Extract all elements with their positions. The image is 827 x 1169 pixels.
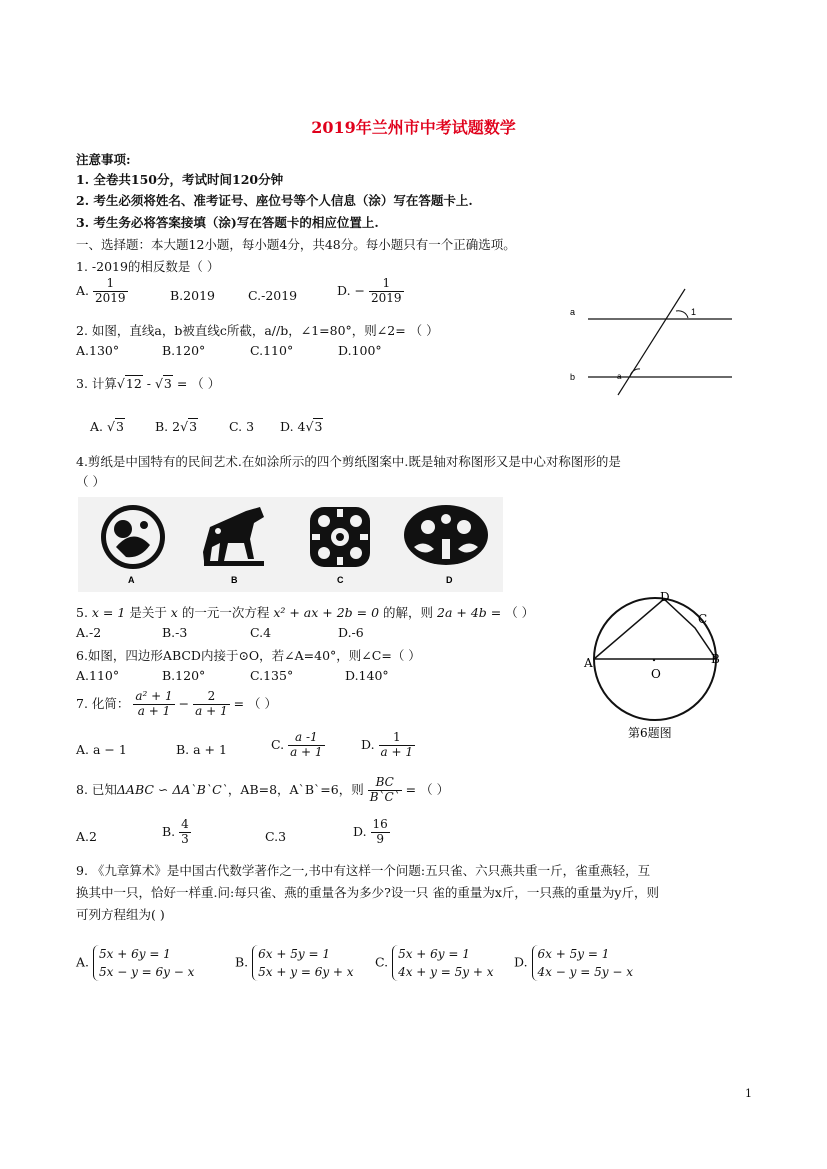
q9-option-b: B. 6x + 5y = 1 5x + y = 6y + x (235, 947, 354, 979)
paper-cut-c-image (310, 507, 370, 567)
page-title: 2019年兰州市中考试题数学 (311, 118, 516, 137)
paper-cut-figures (78, 497, 503, 592)
fraction: $\frac{4}{3}$ (181, 817, 189, 846)
notice-item: 3. 考生务必将答案接填（涂)写在答题卡的相应位置上. (76, 215, 379, 230)
notice-item: 1. 全卷共150分，考试时间120分钟 (76, 172, 284, 187)
angle-1-arc (676, 311, 688, 318)
label-a: a (570, 307, 576, 317)
label-B: B (711, 652, 720, 666)
paper-cut-c-label: C (337, 575, 344, 585)
question-6-stem: 6.如图，四边形ABCD内接于⊙O，若∠A=40°，则∠C=（ ） (76, 648, 421, 663)
circle-figure (578, 583, 728, 748)
q6-option-c: C.135° (250, 668, 294, 683)
q2-option-d: D.100° (338, 343, 382, 358)
fraction: $\frac{1}{2019}$ (95, 276, 126, 305)
fraction: $\frac{a -1}{a + 1}$ (290, 730, 323, 759)
q6-option-b: B.120° (162, 668, 206, 683)
q8-option-b: B. $\frac{4}{3}$ (162, 817, 189, 846)
section-heading: 一、选择题：本大题12小题，每小题4分，共48分。每小题只有一个正确选项。 (76, 237, 516, 252)
q1-option-b: B.2019 (170, 288, 215, 303)
question-9-line: 9. 《九章算术》是中国古代数学著作之一,书中有这样一个问题:五只雀、六只燕共重一斤，雀重燕轻，互 (76, 863, 651, 878)
page-number: 1 (745, 1087, 752, 1100)
fraction: $\frac{BC}{B`C`}$ (369, 775, 400, 804)
q7-option-b: B. a + 1 (176, 742, 227, 757)
center-point (653, 659, 655, 661)
q6-option-d: D.140° (345, 668, 389, 683)
equation-system: 6x + 5y = 1 5x + y = 6y + x (252, 945, 353, 981)
q9-option-a: A. 5x + 6y = 1 5x − y = 6y − x (76, 947, 195, 979)
q5-option-c: C.4 (250, 625, 272, 640)
q8-option-c: C.3 (265, 829, 287, 844)
q3-option-b: B. 2√3 (155, 419, 198, 434)
question-1-stem: 1. -2019的相反数是（ ） (76, 259, 220, 274)
notice-heading: 注意事项: (76, 152, 131, 167)
question-3-stem: 3. 计算√12 - √3 = （ ） (76, 376, 221, 391)
fraction: $\frac{\text{a² + 1}}{a + 1}$ (135, 689, 173, 718)
label-C: C (698, 612, 708, 626)
q5-option-d: D.-6 (338, 625, 364, 640)
question-7-stem: 7. 化简： $\frac{\text{a² + 1}}{a + 1}$ − $\frac{2}{a + 1}$ = （ ） (76, 689, 278, 718)
angle-2-arc (630, 369, 640, 377)
q7-option-a: A. a − 1 (76, 742, 127, 757)
q1-option-d (337, 277, 404, 306)
q8-option-a: A.2 (76, 829, 97, 844)
line-c (618, 289, 685, 395)
question-9-line: 可列方程组为( ) (76, 907, 165, 922)
q6-option-a: A.110° (76, 668, 120, 683)
equation-system: 5x + 6y = 1 5x − y = 6y − x (93, 945, 194, 981)
paper-cut-d-image (404, 505, 488, 565)
q1-option-a (76, 277, 128, 306)
q9-option-d: D. 6x + 5y = 1 4x − y = 5y − x (514, 947, 633, 979)
paper-cut-a-image (101, 505, 165, 569)
question-4-paren: （ ） (76, 474, 105, 489)
paper-cut-b-label: B (231, 575, 238, 585)
option-label: D. − (337, 282, 365, 298)
equation-system: 6x + 5y = 1 4x − y = 5y − x (532, 945, 633, 981)
notice-item: 2. 考生必须将姓名、准考证号、座位号等个人信息（涂）写在答题卡上. (76, 193, 473, 208)
q3-option-a: A. √3 (90, 419, 124, 434)
question-9-line: 换其中一只，恰好一样重.问:每只雀、燕的重量各为多少?设一只 雀的重量为x斤，一只燕的重量为y斤，则 (76, 885, 659, 900)
label-1: 1 (691, 307, 697, 317)
fraction: $\frac{2}{a + 1}$ (195, 689, 228, 718)
paper-cut-a-label: A (128, 575, 135, 585)
sqrt-sign: √ (154, 376, 163, 391)
fraction: $\frac{1}{a + 1}$ (380, 730, 414, 759)
fraction: $\frac{16}{9}$ (372, 817, 388, 846)
question-4-stem: 4.剪纸是中国特有的民间艺术.在如涂所示的四个剪纸图案中.既是轴对称图形又是中心对称图形的是 (76, 454, 621, 469)
paper-cut-d-label: D (446, 575, 453, 585)
question-8-stem: 8. 已知ΔABC ∽ ΔA`B`C`，AB=8，A`B`=6，则 $\frac{BC}{B`C`}$ = （ ） (76, 775, 450, 804)
label-A: A (584, 656, 593, 670)
question-2-stem: 2. 如图，直线a，b被直线c所截，a//b，∠1=80°，则∠2= （ ） (76, 323, 439, 338)
q2-option-c: C.110° (250, 343, 294, 358)
q8-option-d: D. $\frac{16}{9}$ (353, 817, 388, 846)
fraction: $\frac{1}{2019}$ (370, 276, 402, 305)
q7-option-d: D. $\frac{1}{a + 1}$ (361, 730, 414, 759)
label-D: D (660, 590, 670, 604)
q9-option-c: C. 5x + 6y = 1 4x + y = 5y + x (375, 947, 494, 979)
figure-caption: 第6题图 (628, 726, 672, 740)
question-5-stem: 5. x = 1 是关于 x 的一元一次方程 x² + ax + 2b = 0 的解，则 2a + 4b = （ ） (76, 605, 535, 620)
q3-option-c: C. 3 (229, 419, 255, 434)
q2-option-b: B.120° (162, 343, 206, 358)
q2-option-a: A.130° (76, 343, 120, 358)
label-b: b (570, 372, 576, 382)
label-O: O (651, 667, 661, 681)
quadrilateral-abcd (594, 599, 716, 659)
option-label: A. (76, 282, 90, 298)
q1-option-c: C.-2019 (248, 288, 298, 303)
q5-option-b: B.-3 (162, 625, 188, 640)
sqrt-sign: √ (116, 376, 125, 391)
q5-option-a: A.-2 (76, 625, 102, 640)
equation-system: 5x + 6y = 1 4x + y = 5y + x (392, 945, 493, 981)
q3-option-d: D. 4√3 (280, 419, 323, 434)
label-2: a (617, 372, 622, 381)
q7-option-c: C. $\frac{a -1}{a + 1}$ (271, 730, 323, 759)
parallel-lines-figure (560, 285, 755, 400)
